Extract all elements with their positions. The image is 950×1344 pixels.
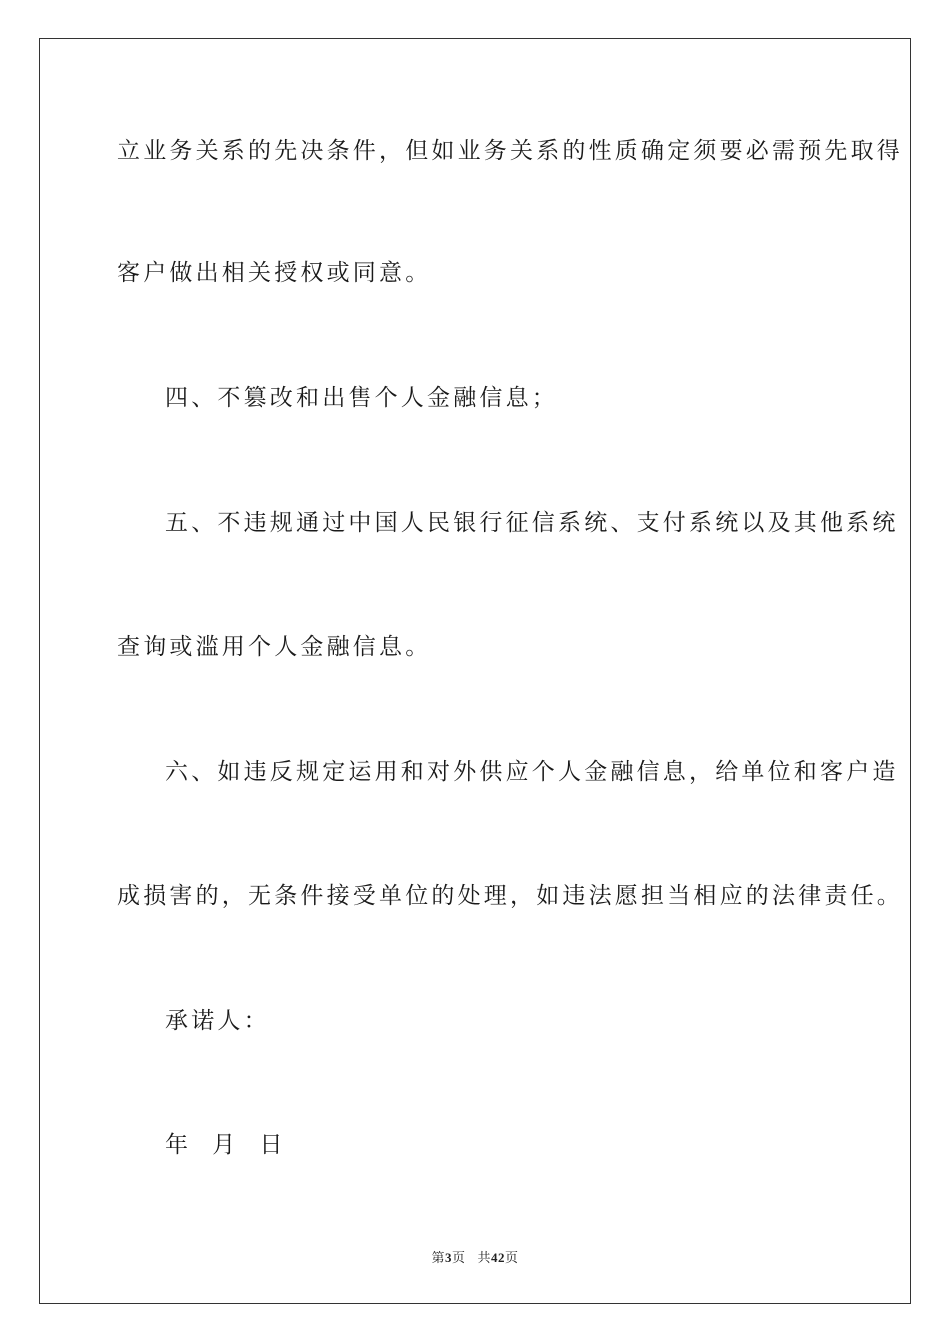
- date-line: 年 月 日: [165, 1132, 286, 1158]
- page-suffix: 页: [451, 1250, 466, 1265]
- page-prefix: 第: [431, 1250, 445, 1265]
- paragraph-line-1: 立业务关系的先决条件，但如业务关系的性质确定须要必需预先取得: [117, 138, 903, 164]
- total-suffix: 页: [505, 1250, 519, 1265]
- page-footer: [0, 1247, 950, 1266]
- total-pages: 42: [491, 1250, 506, 1265]
- clause-five-line-2: 查询或滥用个人金融信息。: [117, 634, 432, 660]
- page-number: 3: [444, 1250, 452, 1265]
- clause-four: 四、不篡改和出售个人金融信息；: [165, 385, 558, 411]
- clause-five-line-1: 五、不违规通过中国人民银行征信系统、支付系统以及其他系统: [165, 510, 899, 536]
- promisor-label: 承诺人：: [165, 1008, 270, 1034]
- clause-six-line-1: 六、如违反规定运用和对外供应个人金融信息，给单位和客户造: [165, 759, 899, 785]
- paragraph-line-2: 客户做出相关授权或同意。: [117, 260, 432, 286]
- page-border: [39, 38, 911, 1304]
- clause-six-line-2: 成损害的，无条件接受单位的处理，如违法愿担当相应的法律责任。: [117, 883, 903, 909]
- total-prefix: 共: [477, 1250, 492, 1265]
